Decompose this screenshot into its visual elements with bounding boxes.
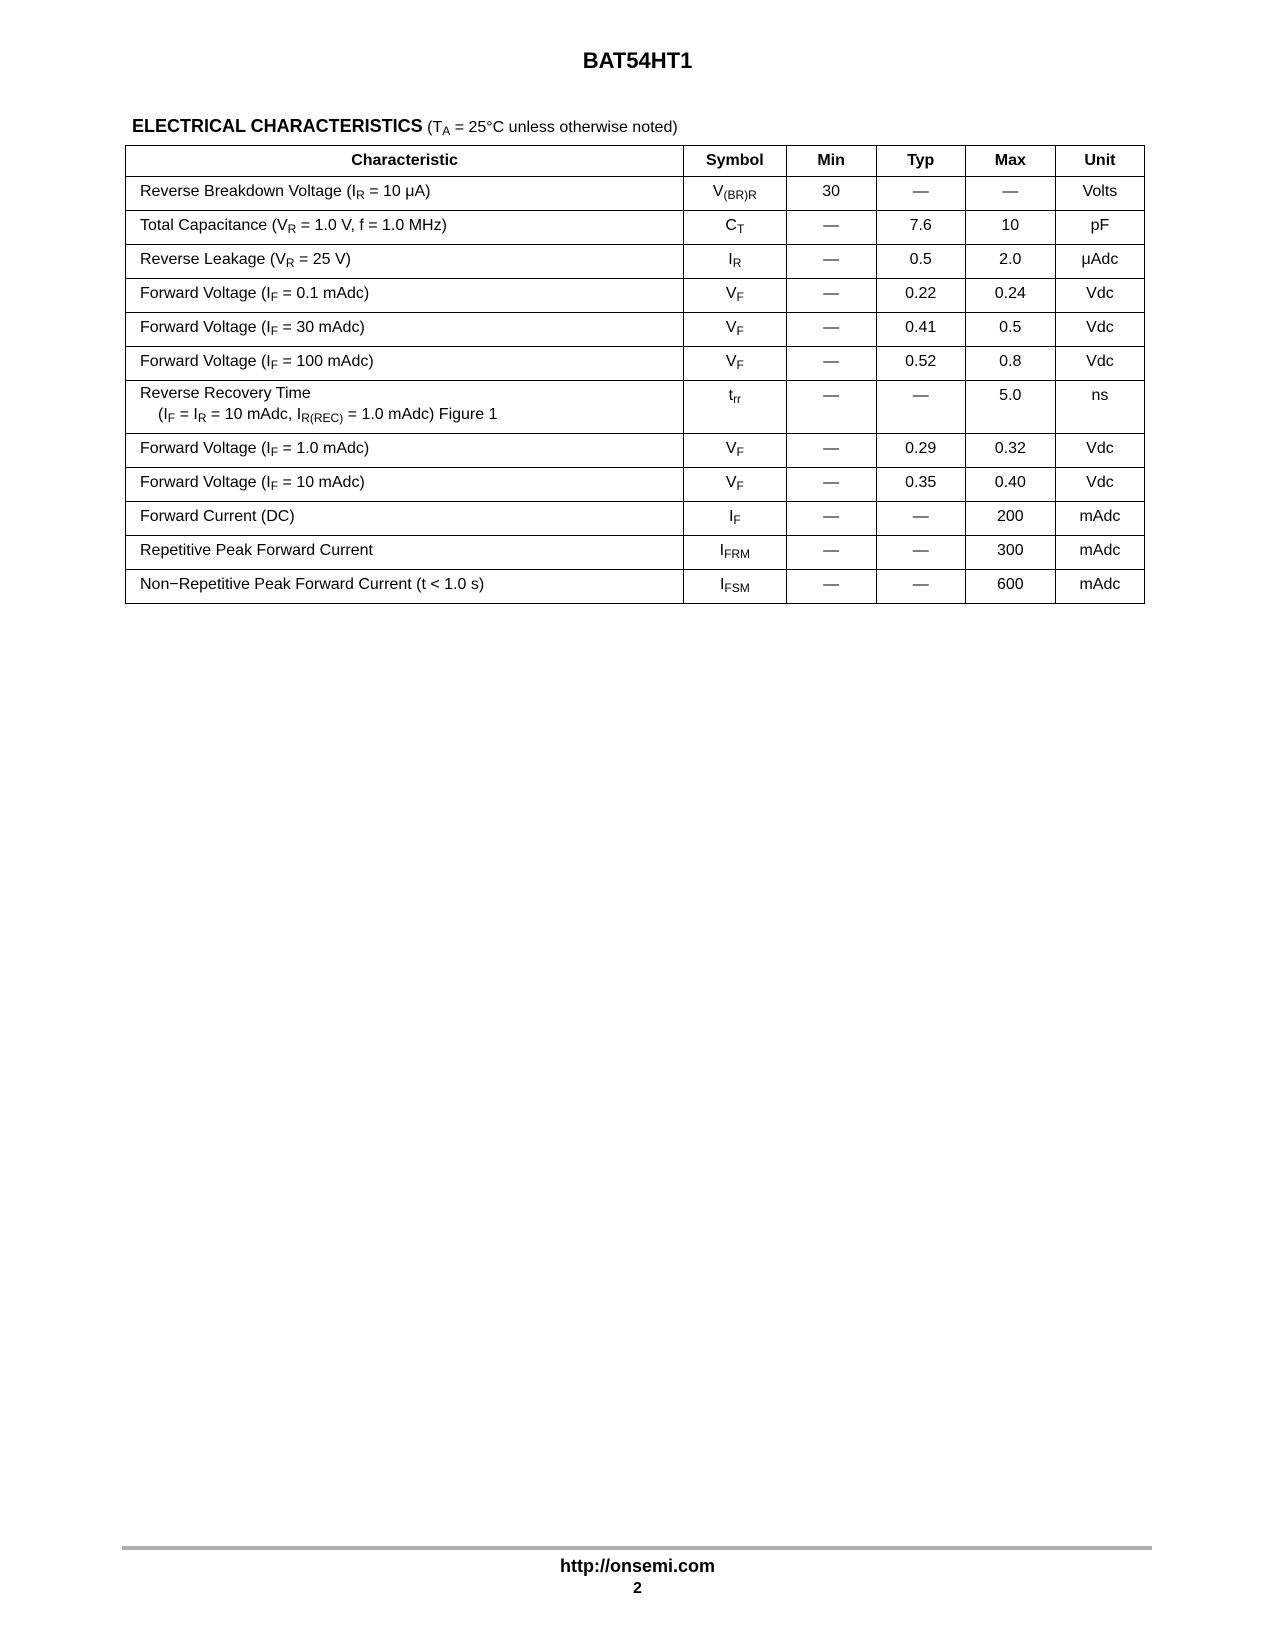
- cell-max: 0.32: [965, 434, 1055, 468]
- table-row: [126, 211, 1145, 245]
- section-title: ELECTRICAL CHARACTERISTICS: [132, 116, 423, 136]
- cell-symbol: $V_F$: [684, 468, 786, 502]
- table-row: [126, 381, 1145, 434]
- cell-max: 5.0: [965, 381, 1055, 434]
- cell-characteristic: Total Capacitance ($V_R = 1.0$ V, f = 1.0 MHz): [126, 211, 684, 245]
- cell-typ: —: [876, 536, 965, 570]
- table-row: [126, 177, 1145, 211]
- page-number: 2: [633, 1580, 642, 1597]
- table-row: [126, 313, 1145, 347]
- cell-symbol: $I_{FSM}$: [684, 570, 786, 604]
- cell-characteristic: Forward Voltage ($I_F = 10$ mAdc): [126, 468, 684, 502]
- cell-min: —: [786, 570, 876, 604]
- cell-symbol: $I_R$: [684, 245, 786, 279]
- table-row: [126, 570, 1145, 604]
- cell-unit: mAdc: [1055, 502, 1144, 536]
- cell-symbol: $t_{rr}$: [684, 381, 786, 434]
- cell-typ: 0.35: [876, 468, 965, 502]
- cell-characteristic: Forward Voltage ($I_F = 1.0$ mAdc): [126, 434, 684, 468]
- cell-unit: Vdc: [1055, 279, 1144, 313]
- table-row: [126, 245, 1145, 279]
- table-row: [126, 468, 1145, 502]
- cell-min: —: [786, 279, 876, 313]
- cell-min: —: [786, 381, 876, 434]
- cell-characteristic: Non−Repetitive Peak Forward Current (t < 1.0 s): [126, 570, 684, 604]
- cell-typ: 0.22: [876, 279, 965, 313]
- cell-min: 30: [786, 177, 876, 211]
- cell-unit: Vdc: [1055, 313, 1144, 347]
- cell-min: —: [786, 468, 876, 502]
- cell-unit: Vdc: [1055, 468, 1144, 502]
- cell-unit: mAdc: [1055, 536, 1144, 570]
- cell-typ: 0.5: [876, 245, 965, 279]
- cell-max: 0.8: [965, 347, 1055, 381]
- table-row: [126, 536, 1145, 570]
- cell-characteristic: Forward Voltage ($I_F = 100$ mAdc): [126, 347, 684, 381]
- cell-max: 300: [965, 536, 1055, 570]
- cell-typ: 0.29: [876, 434, 965, 468]
- cell-characteristic: Reverse Recovery Time ($I_F = I_R = 10$ mAdc, $I_{R(REC)} = 1.0$ mAdc) Figure 1: [126, 381, 684, 434]
- page-title: BAT54HT1: [582, 48, 693, 73]
- cell-typ: 7.6: [876, 211, 965, 245]
- cell-typ: —: [876, 381, 965, 434]
- col-header-unit: Unit: [1055, 146, 1144, 177]
- cell-characteristic: Forward Current (DC): [126, 502, 684, 536]
- cell-min: —: [786, 245, 876, 279]
- cell-characteristic: Forward Voltage ($I_F = 0.1$ mAdc): [126, 279, 684, 313]
- section-heading: [132, 116, 678, 137]
- electrical-characteristics-table: [125, 145, 1145, 604]
- table-row: [126, 347, 1145, 381]
- cell-typ: —: [876, 502, 965, 536]
- cell-max: 200: [965, 502, 1055, 536]
- cell-symbol: $I_{FRM}$: [684, 536, 786, 570]
- cell-characteristic: Reverse Leakage ($V_R = 25$ V): [126, 245, 684, 279]
- section-conditions: ($T_A = 25^\circ C$ unless otherwise noted): [427, 119, 678, 138]
- footer-url-link[interactable]: http://onsemi.com: [559, 1556, 715, 1576]
- cell-characteristic: Repetitive Peak Forward Current: [126, 536, 684, 570]
- cell-symbol: $V_F$: [684, 279, 786, 313]
- cell-symbol: $V_F$: [684, 313, 786, 347]
- cell-max: 0.5: [965, 313, 1055, 347]
- cell-min: —: [786, 434, 876, 468]
- cell-unit: pF: [1055, 211, 1144, 245]
- col-header-max: Max: [965, 146, 1055, 177]
- cell-typ: 0.41: [876, 313, 965, 347]
- cell-symbol: $V_F$: [684, 434, 786, 468]
- col-header-symbol: Symbol: [684, 146, 786, 177]
- cell-min: —: [786, 347, 876, 381]
- cell-max: 600: [965, 570, 1055, 604]
- cell-unit: Vdc: [1055, 347, 1144, 381]
- cell-min: —: [786, 313, 876, 347]
- cell-max: 10: [965, 211, 1055, 245]
- cell-unit: μAdc: [1055, 245, 1144, 279]
- cell-unit: ns: [1055, 381, 1144, 434]
- cell-unit: mAdc: [1055, 570, 1144, 604]
- cell-characteristic: Forward Voltage ($I_F = 30$ mAdc): [126, 313, 684, 347]
- col-header-characteristic: Characteristic: [126, 146, 684, 177]
- table-row: [126, 434, 1145, 468]
- table-row: [126, 279, 1145, 313]
- cell-typ: —: [876, 570, 965, 604]
- table-row: [126, 502, 1145, 536]
- cell-characteristic: Reverse Breakdown Voltage ($I_R = 10$ μA): [126, 177, 684, 211]
- cell-max: 0.24: [965, 279, 1055, 313]
- cell-max: —: [965, 177, 1055, 211]
- cell-max: 0.40: [965, 468, 1055, 502]
- footer-divider: [122, 1546, 1152, 1550]
- cell-unit: Vdc: [1055, 434, 1144, 468]
- cell-symbol: $V_{(BR)R}$: [684, 177, 786, 211]
- col-header-typ: Typ: [876, 146, 965, 177]
- cell-typ: 0.52: [876, 347, 965, 381]
- cell-min: —: [786, 211, 876, 245]
- table-header-row: [126, 146, 1145, 177]
- cell-unit: Volts: [1055, 177, 1144, 211]
- cell-min: —: [786, 536, 876, 570]
- col-header-min: Min: [786, 146, 876, 177]
- cell-symbol: $C_T$: [684, 211, 786, 245]
- cell-symbol: $V_F$: [684, 347, 786, 381]
- cell-typ: —: [876, 177, 965, 211]
- cell-max: 2.0: [965, 245, 1055, 279]
- cell-min: —: [786, 502, 876, 536]
- cell-symbol: $I_F$: [684, 502, 786, 536]
